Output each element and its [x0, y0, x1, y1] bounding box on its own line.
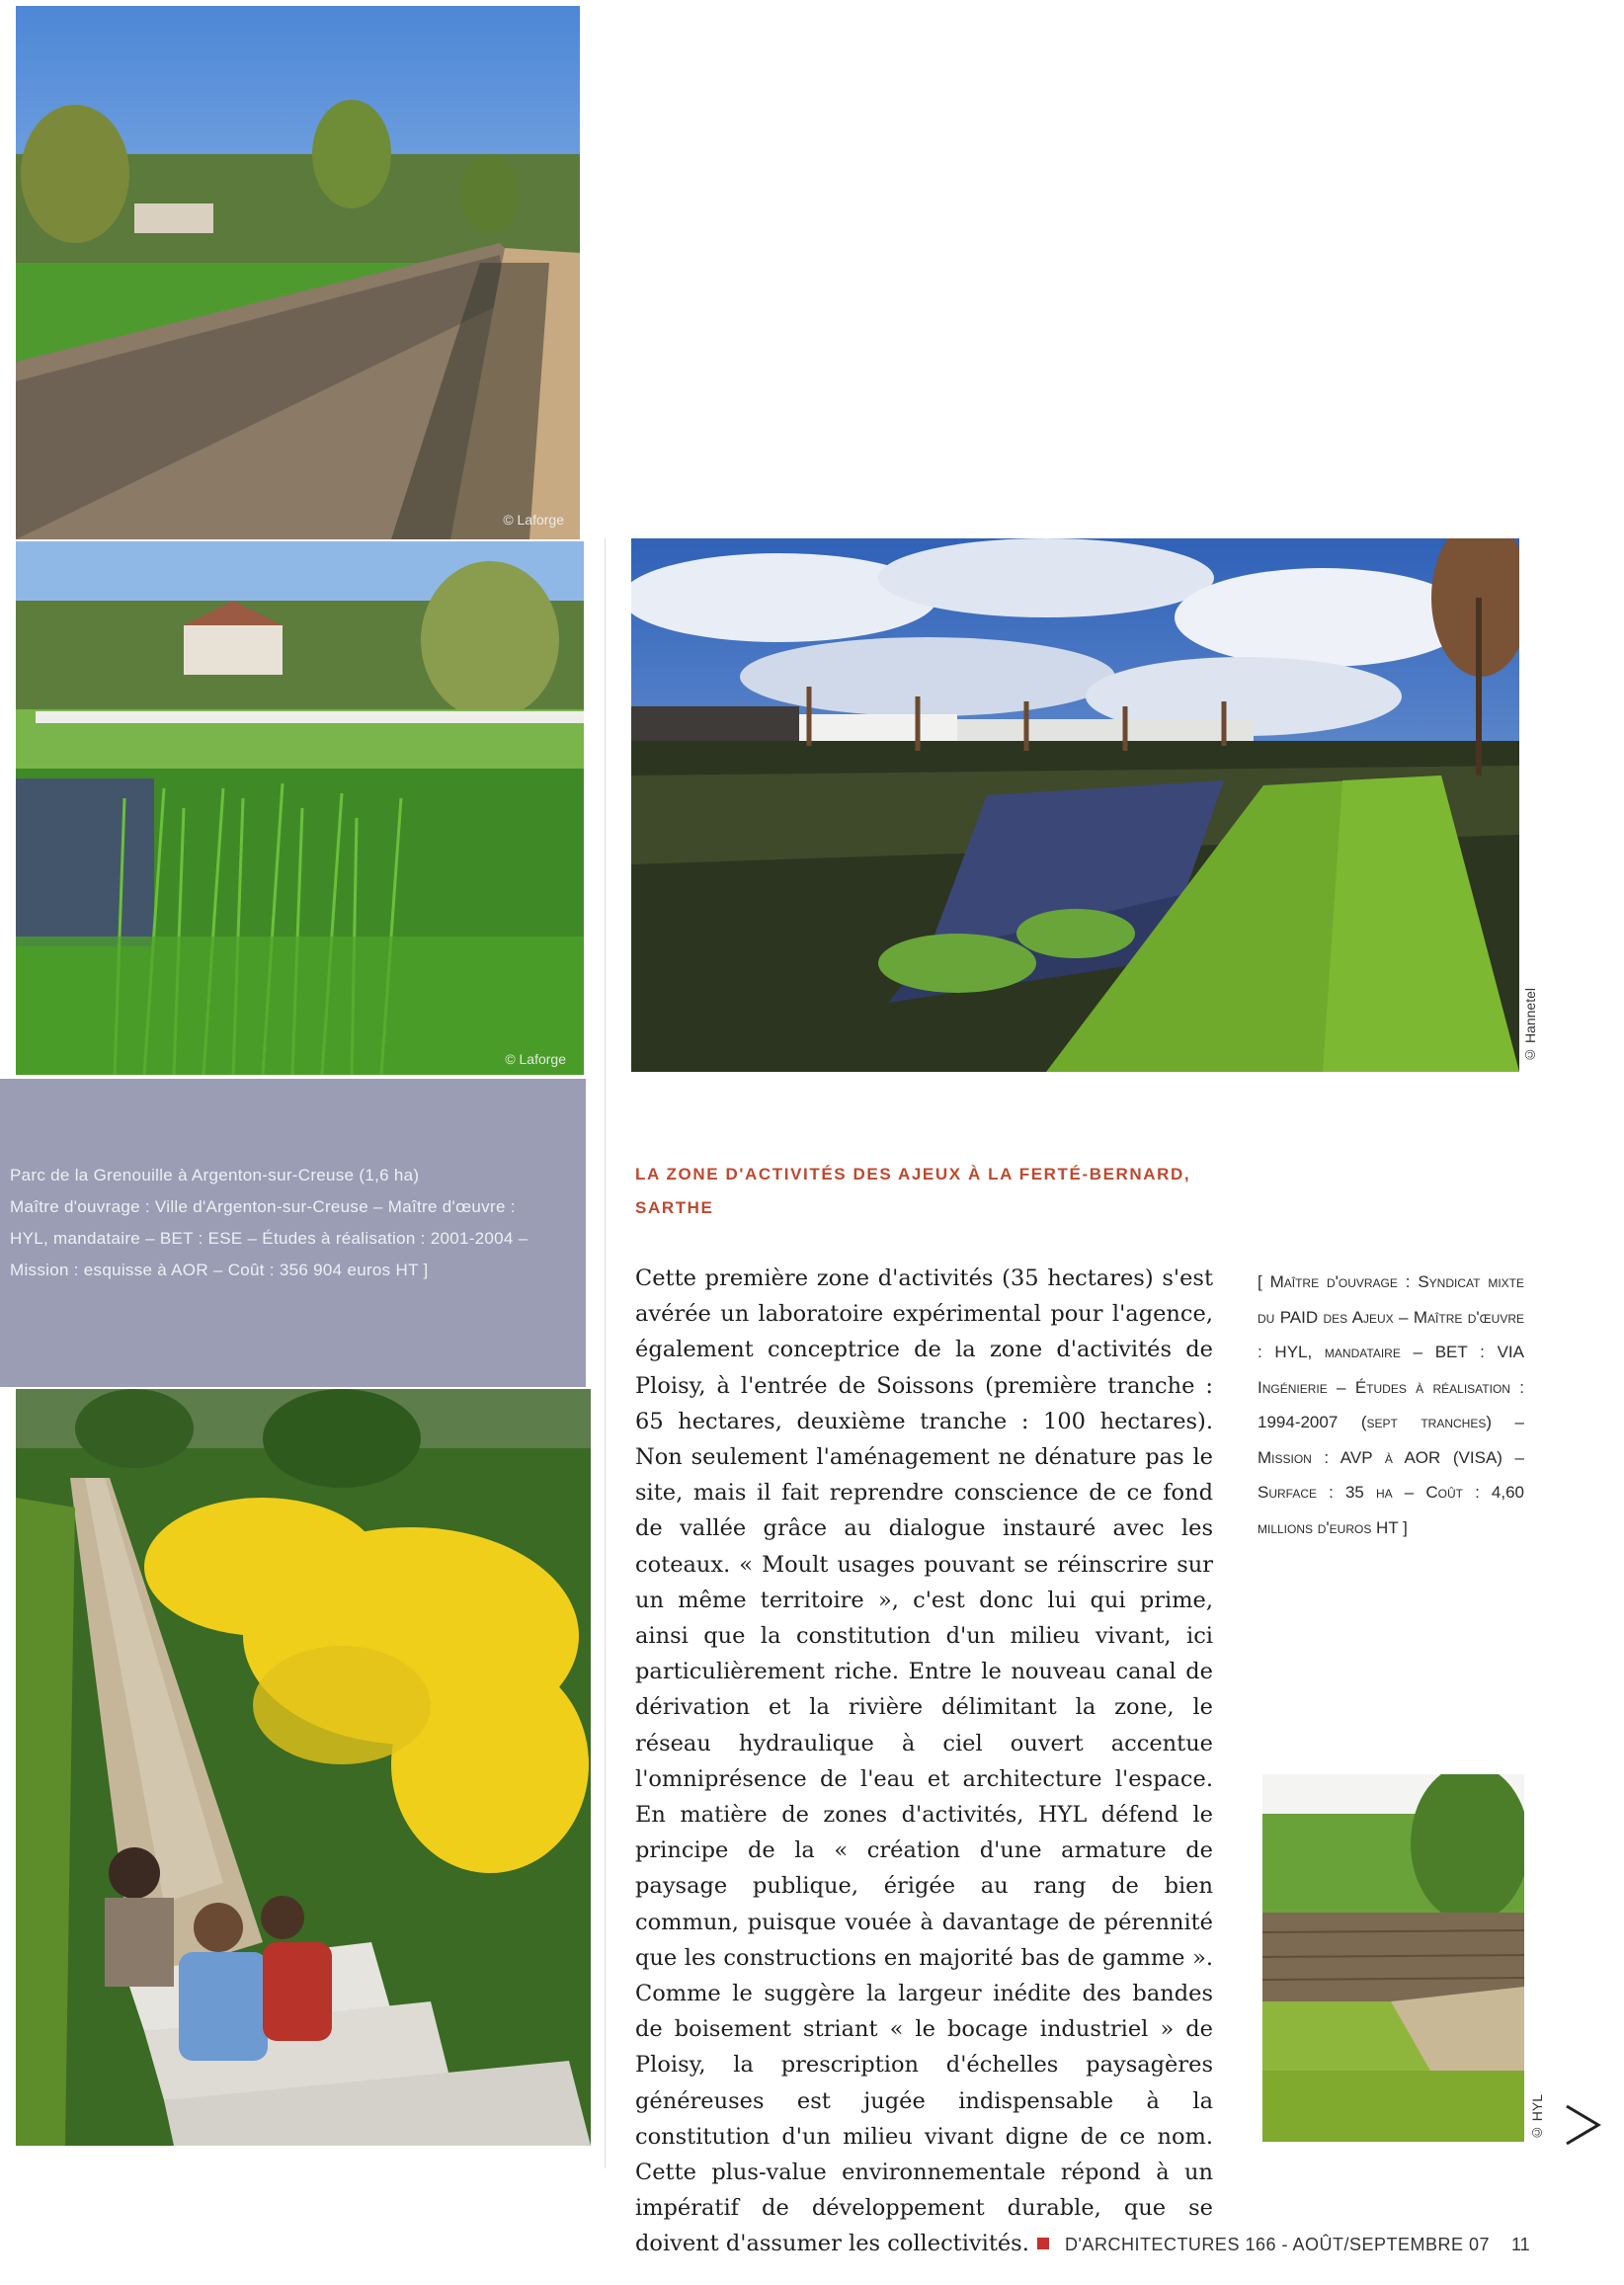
photo-credit: © Laforge	[503, 512, 564, 528]
chevron-right-icon[interactable]	[1563, 2102, 1602, 2148]
caption-line: Parc de la Grenouille à Argenton-sur-Creuse (1,6 ha)	[10, 1166, 420, 1184]
photo-pond-reeds	[16, 541, 584, 1075]
photo-stone-steps	[16, 1389, 591, 2146]
photo-credit: © HYL	[1529, 2094, 1545, 2142]
project-caption-argenton	[0, 1079, 586, 1387]
caption-line: Mission : esquisse à AOR – Coût : 356 904 euros HT ]	[10, 1261, 429, 1279]
article-heading-line: SARTHE	[635, 1198, 714, 1217]
caption-line: HYL, mandataire – BET : ESE – Études à réalisation : 2001-2004 –	[10, 1229, 528, 1248]
page-number: 11	[1511, 2235, 1530, 2254]
article-body-text: Cette première zone d'activités (35 hectares) s'est avérée un laboratoire expérimental pour l'agence, également conceptrice de la zone d'activités de Ploisy, à l'entrée de Soissons (première tranche : 65 hectares, deuxième tranche : 100 hectares). Non seulement l'aménagement ne dénature pas le site, mais il fait reprendre conscience de ce fond de vallée grâce au dialogue instauré avec les coteaux. « Moult usages pouvant se réinscrire sur un même territoire », c'est donc lui qui prime, ainsi que la constitution d'un milieu vivant, ici particulièrement riche. Entre le nouveau canal de dérivation et la rivière délimitant la zone, le réseau hydraulique à ciel ouvert accentue l'omniprésence de l'eau et architecture l'espace. En matière de zones d'activités, HYL défend le principe de la « création d'une armature de paysage publique, érigée au rang de bien commun, puisque vouée à davantage de pérennité que les constructions en majorité bas de gamme ». Comme le suggère la largeur inédite des bandes de boisement striant « le bocage industriel » de Ploisy, la prescription d'échelles paysagères généreuses est jugée indispensable à la constitution d'un milieu vivant digne de ce nom. Cette plus-value environnementale répond à un impératif de développement durable, que se doivent d'assumer les collectivités.	[635, 1265, 1213, 2257]
article-heading-line: LA ZONE D'ACTIVITÉS DES AJEUX À LA FERTÉ-BERNARD,	[635, 1165, 1191, 1183]
column-divider	[605, 538, 606, 2168]
photo-canal-landscape	[631, 538, 1519, 1072]
journal-footer: D'ARCHITECTURES 166 - AOÛT/SEPTEMBRE 07	[1065, 2235, 1491, 2254]
photo-stone-wall	[16, 6, 580, 539]
project-info-sidebar: [ Maître d'ouvrage : Syndicat mixte du PAID des Ajeux – Maître d'œuvre : HYL, mandataire – BET : VIA Ingénierie – Études à réalisation : 1994-2007 (sept tranches) – Mission : AVP à AOR (VISA) – Surface : 35 ha – Coût : 4,60 millions d'euros HT ]	[1258, 1272, 1524, 1537]
end-of-article-mark	[1037, 2238, 1049, 2249]
article-heading	[635, 1158, 1248, 1225]
article-body	[635, 1261, 1213, 2262]
photo-credit: © Hannetel	[1522, 988, 1538, 1063]
photo-credit: © Laforge	[505, 1051, 566, 1067]
caption-line: Maître d'ouvrage : Ville d'Argenton-sur-Creuse – Maître d'œuvre :	[10, 1197, 516, 1216]
photo-stone-wall-meadow	[1262, 1774, 1524, 2142]
